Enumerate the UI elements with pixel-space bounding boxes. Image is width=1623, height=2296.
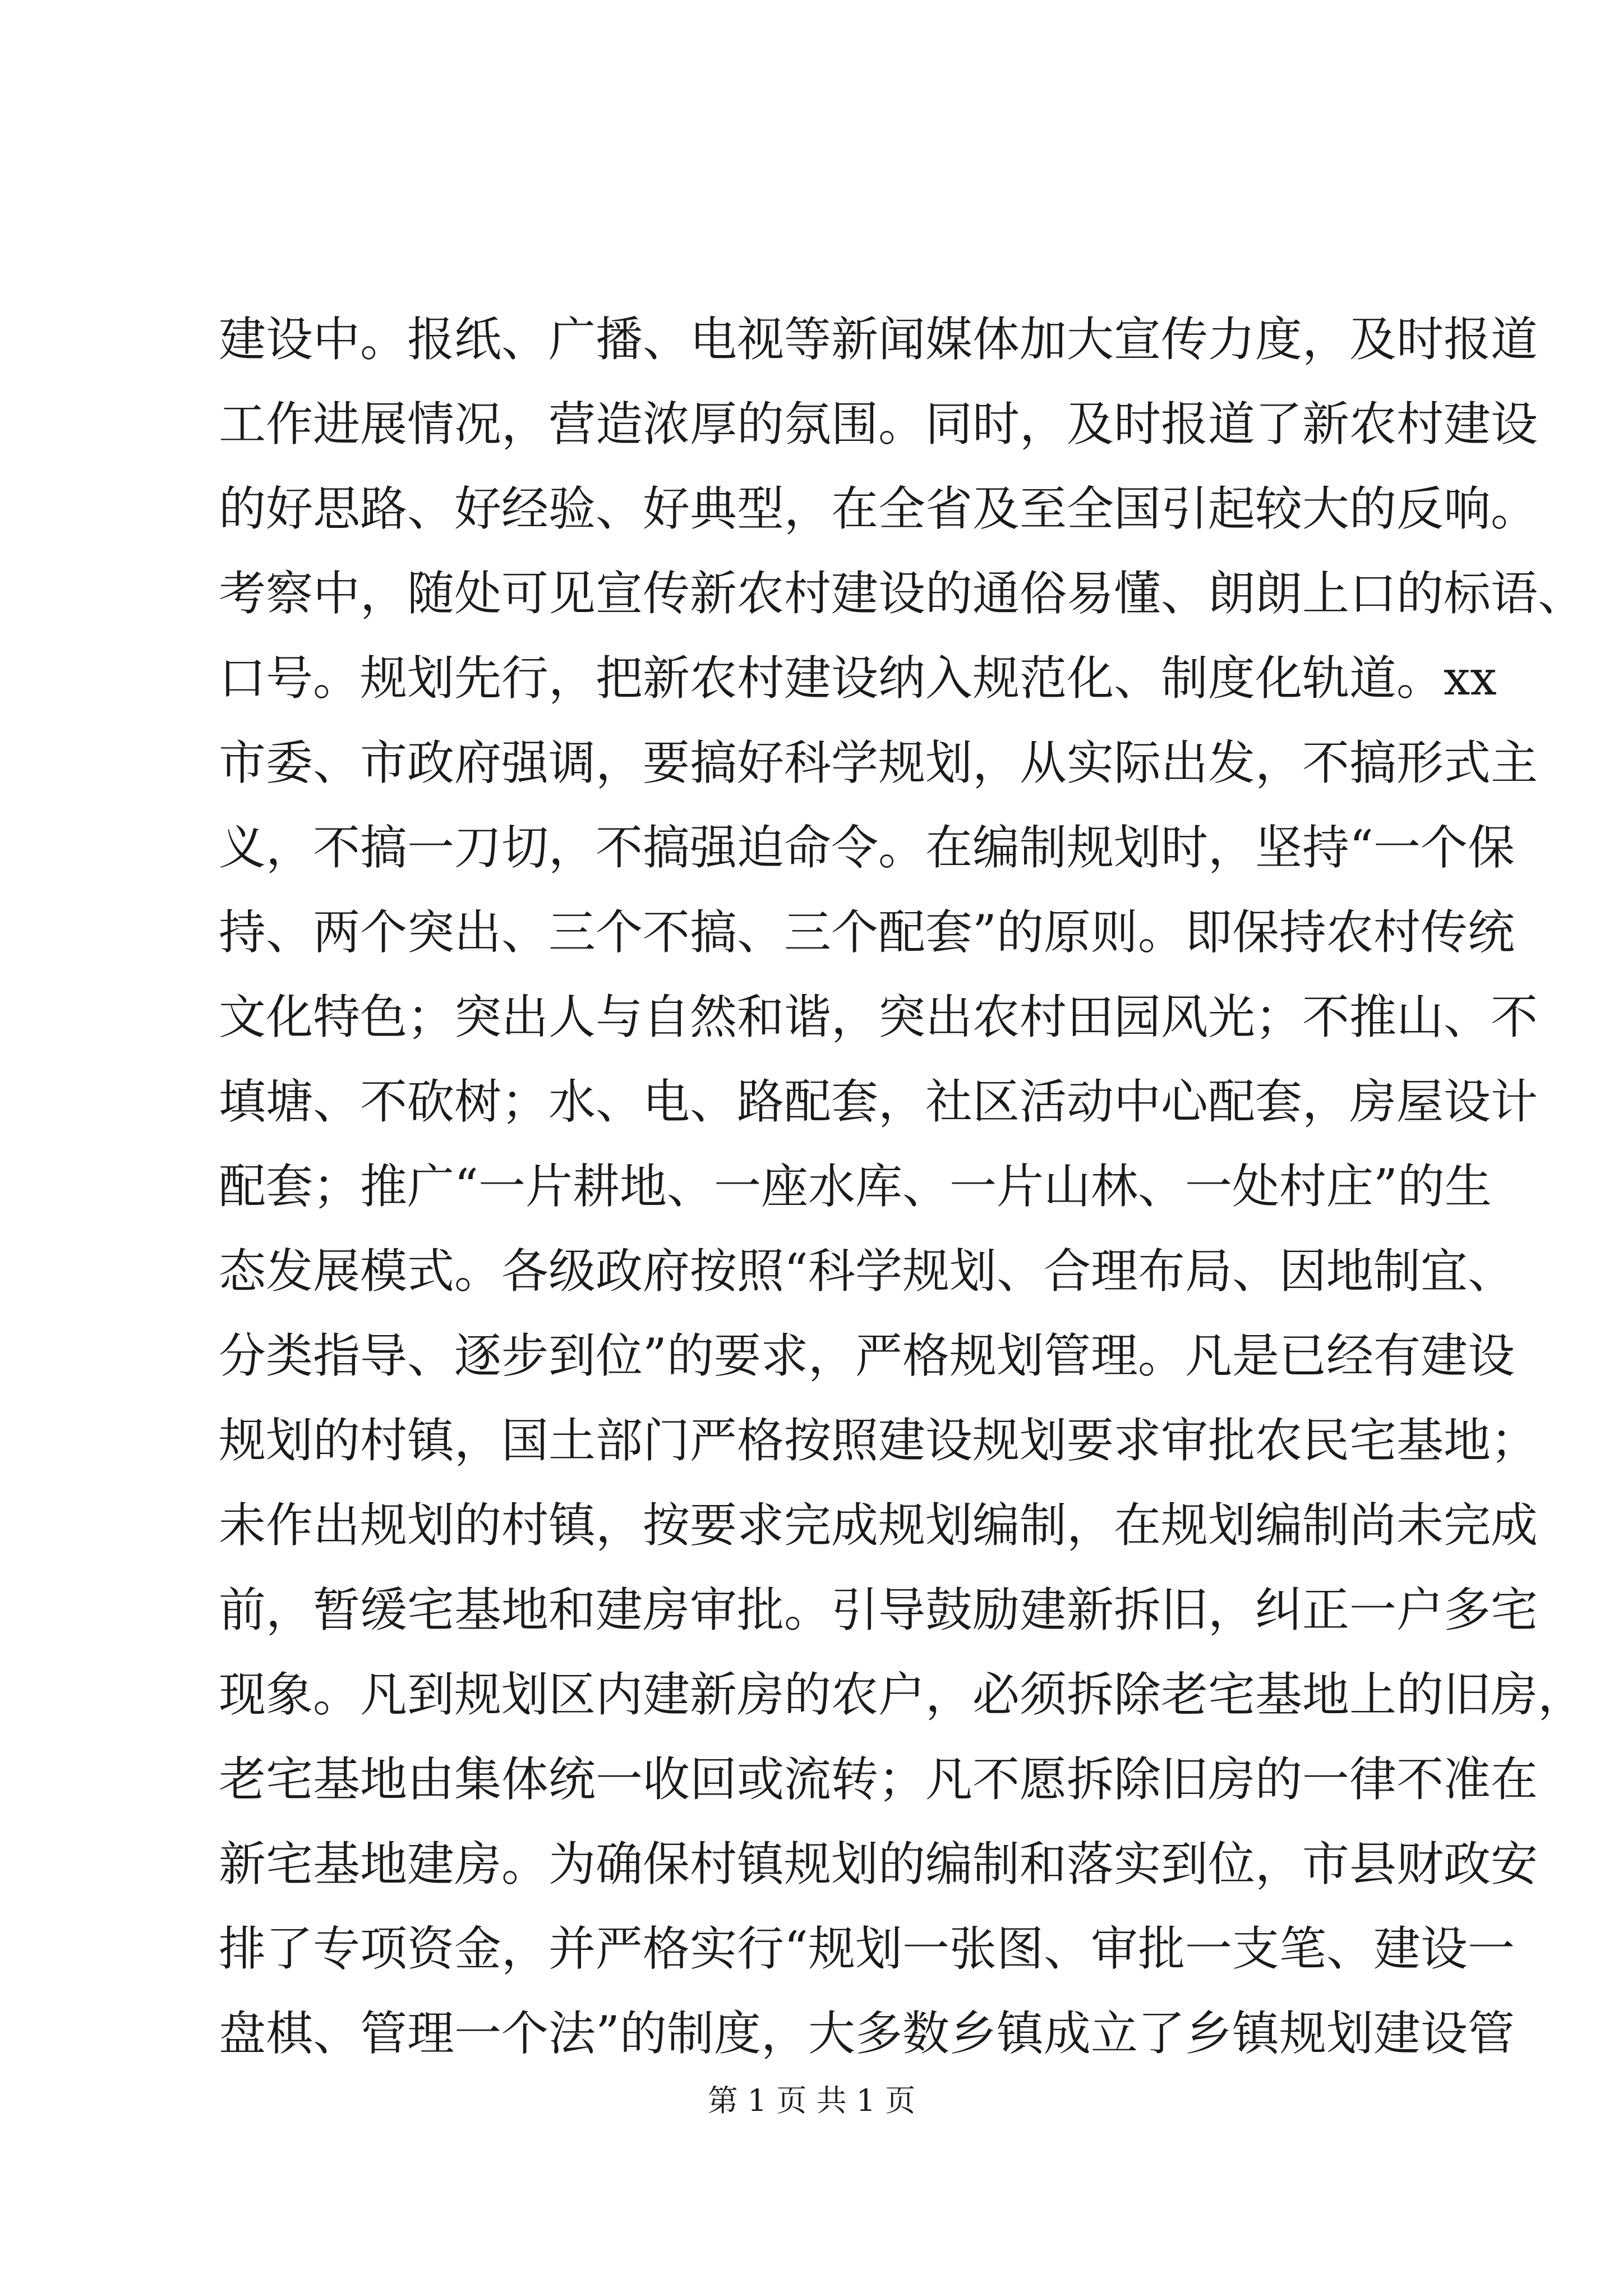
text-line: 新宅基地建房。为确保村镇规划的编制和落实到位，市县财政安 [219,1837,1538,1892]
text-line: 前，暂缓宅基地和建房审批。引导鼓励建新拆旧，纠正一户多宅 [219,1582,1538,1637]
text-line: 老宅基地由集体统一收回或流转；凡不愿拆除旧房的一律不准在 [219,1752,1538,1807]
text-line: 口号。规划先行，把新农村建设纳入规范化、制度化轨道。xx [219,651,1497,706]
text-line: 市委、市政府强调，要搞好科学规划，从实际出发，不搞形式主 [219,735,1538,790]
text-line: 排了专项资金，并严格实行“规划一张图、审批一支笔、建设一 [219,1921,1515,1976]
text-line: 考察中，随处可见宣传新农村建设的通俗易懂、朗朗上口的标语、 [219,566,1585,621]
text-line: 工作进展情况，营造浓厚的氛围。同时，及时报道了新农村建设 [219,397,1538,452]
text-line: 义，不搞一刀切，不搞强迫命令。在编制规划时，坚持“一个保 [219,820,1515,875]
text-line: 持、两个突出、三个不搞、三个配套”的原则。即保持农村传统 [219,905,1515,960]
text-line: 未作出规划的村镇，按要求完成规划编制，在规划编制尚未完成 [219,1498,1538,1553]
text-line: 规划的村镇，国土部门严格按照建设规划要求审批农民宅基地； [219,1413,1538,1468]
body-text [219,297,1585,2076]
page-footer: 第 1 页 共 1 页 [707,2083,916,2118]
text-line: 盘棋、管理一个法”的制度，大多数乡镇成立了乡镇规划建设管 [219,2006,1515,2061]
text-line: 分类指导、逐步到位”的要求，严格规划管理。凡是已经有建设 [219,1328,1515,1383]
text-line: 态发展模式。各级政府按照“科学规划、合理布局、因地制宜、 [219,1244,1515,1299]
text-line: 配套；推广“一片耕地、一座水库、一片山林、一处村庄”的生 [219,1159,1492,1214]
text-line: 建设中。报纸、广播、电视等新闻媒体加大宣传力度，及时报道 [219,312,1538,367]
text-line: 现象。凡到规划区内建新房的农户，必须拆除老宅基地上的旧房， [219,1667,1585,1722]
text-line: 文化特色；突出人与自然和谐，突出农村田园风光；不推山、不 [219,990,1538,1045]
text-line: 的好思路、好经验、好典型，在全省及至全国引起较大的反响。 [219,481,1538,536]
text-line: 填塘、不砍树；水、电、路配套，社区活动中心配套，房屋设计 [219,1074,1538,1129]
